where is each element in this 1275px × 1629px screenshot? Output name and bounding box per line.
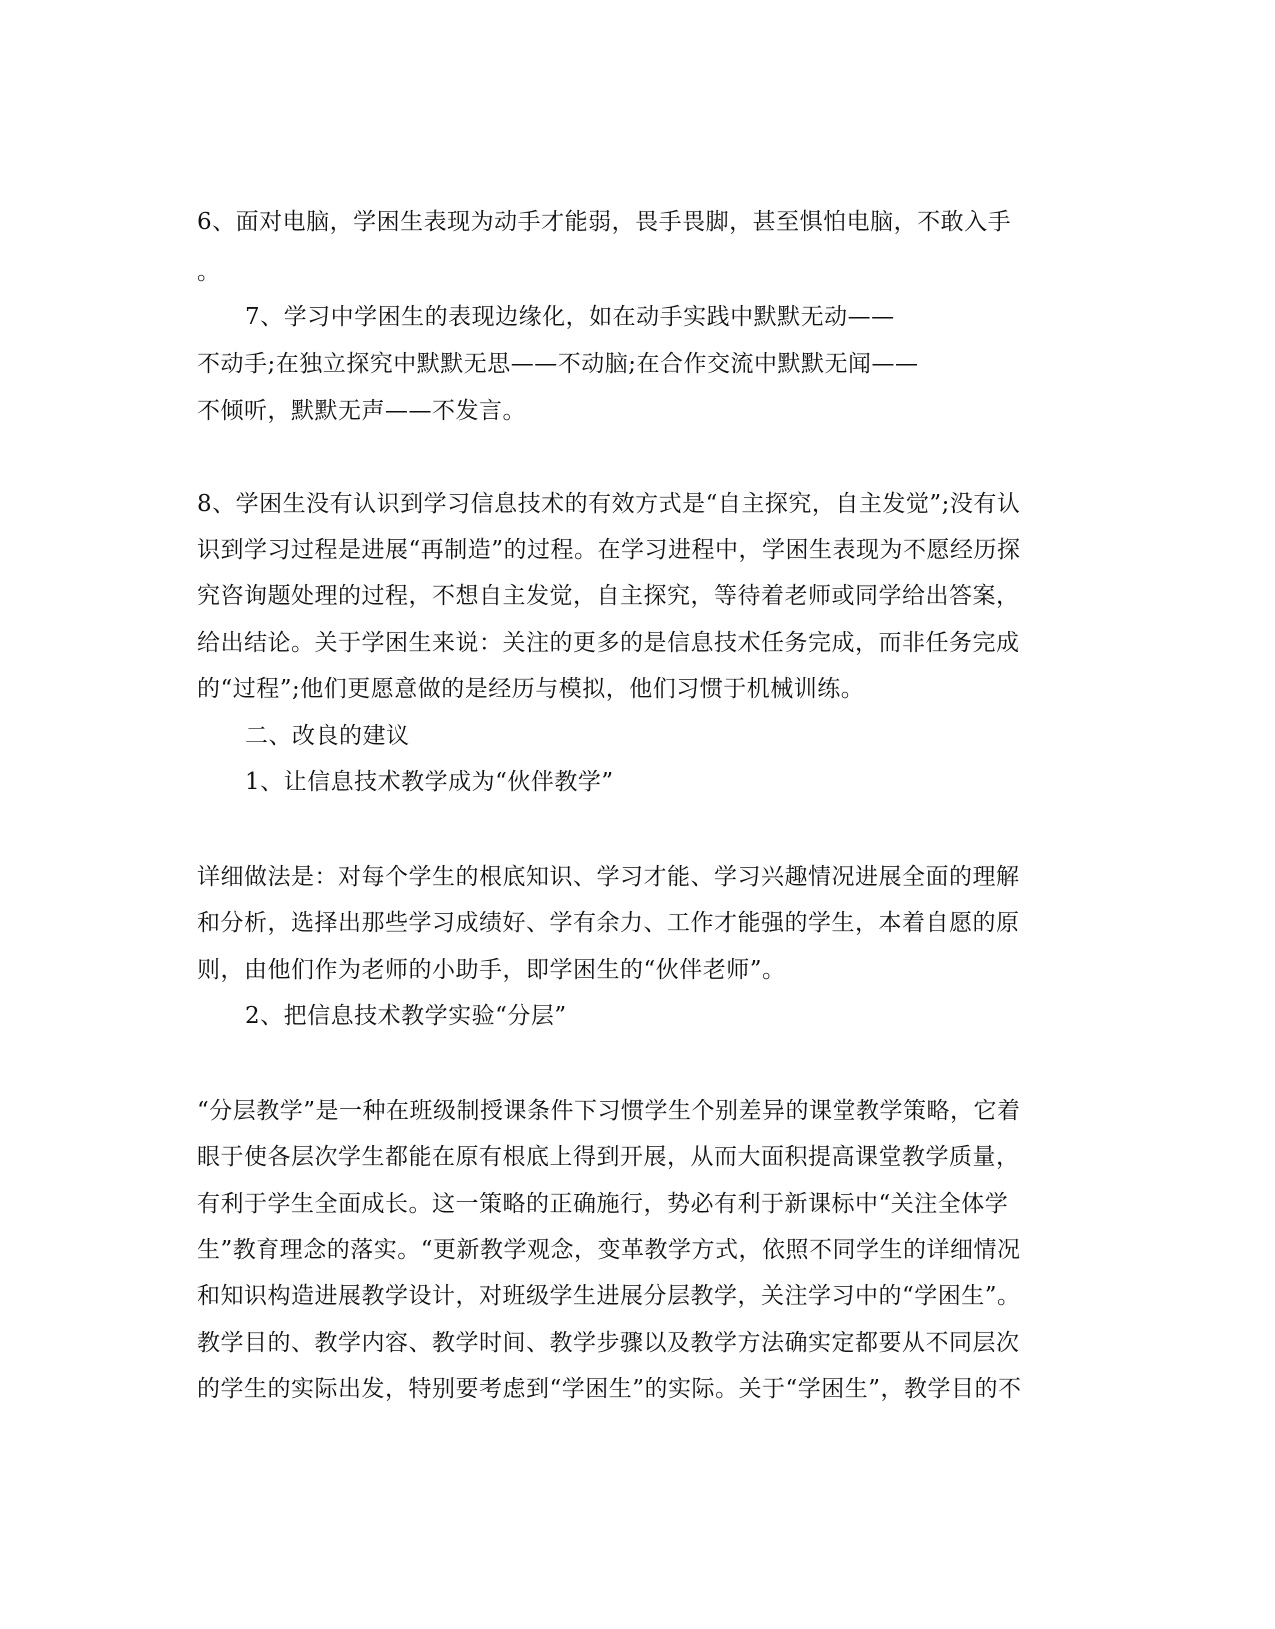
text-line: 则，由他们作为老师的小助手，即学困生的“伙伴老师”。 [197, 957, 786, 983]
text-line: 6、面对电脑，学困生表现为动手才能弱，畏手畏脚，甚至惧怕电脑，不敢入手 [197, 209, 1012, 235]
text-line: “分层教学”是一种在班级制授课条件下习惯学生个别差异的课堂教学策略，它着 [197, 1098, 1021, 1124]
text-line: 详细做法是：对每个学生的根底知识、学习才能、学习兴趣情况进展全面的理解 [197, 864, 1020, 890]
text-line: 的“过程”;他们更愿意做的是经历与模拟，他们习惯于机械训练。 [197, 676, 865, 702]
text-line: 不倾听，默默无声——不发言。 [197, 398, 526, 424]
text-line: 和知识构造进展教学设计，对班级学生进展分层教学，关注学习中的“学困生”。 [197, 1283, 1021, 1309]
text-line: 究咨询题处理的过程，不想自主发觉，自主探究，等待着老师或同学给出答案， [197, 583, 1020, 609]
text-line: 眼于使各层次学生都能在原有根底上得到开展，从而大面积提高课堂教学质量， [197, 1144, 1020, 1170]
text-line: 教学目的、教学内容、教学时间、教学步骤以及教学方法确实定都要从不同层次 [197, 1330, 1020, 1356]
text-line: 生”教育理念的落实。“更新教学观念，变革教学方式，依照不同学生的详细情况 [197, 1237, 1021, 1263]
text-line: 和分析，选择出那些学习成绩好、学有余力、工作才能强的学生，本着自愿的原 [197, 910, 1020, 936]
subsection-heading: 2、把信息技术教学实验“分层” [245, 1003, 567, 1029]
text-line: 的学生的实际出发，特别要考虑到“学困生”的实际。关于“学困生”，教学目的不 [197, 1376, 1022, 1402]
section-heading: 二、改良的建议 [245, 723, 410, 749]
text-line: 不动手;在独立探究中默默无思——不动脑;在合作交流中默默无闻—— [197, 351, 919, 377]
text-line: 识到学习过程是进展“再制造”的过程。在学习进程中，学困生表现为不愿经历探 [197, 537, 1021, 563]
text-line: 给出结论。关于学困生来说：关注的更多的是信息技术任务完成，而非任务完成 [197, 630, 1020, 656]
text-line: 8、学困生没有认识到学习信息技术的有效方式是“自主探究，自主发觉”;没有认 [197, 491, 1021, 517]
subsection-heading: 1、让信息技术教学成为“伙伴教学” [245, 769, 614, 795]
text-line: 7、学习中学困生的表现边缘化，如在动手实践中默默无动—— [245, 304, 895, 330]
text-line: 。 [197, 259, 221, 285]
text-line: 有利于学生全面成长。这一策略的正确施行，势必有利于新课标中“关注全体学 [197, 1191, 1009, 1217]
